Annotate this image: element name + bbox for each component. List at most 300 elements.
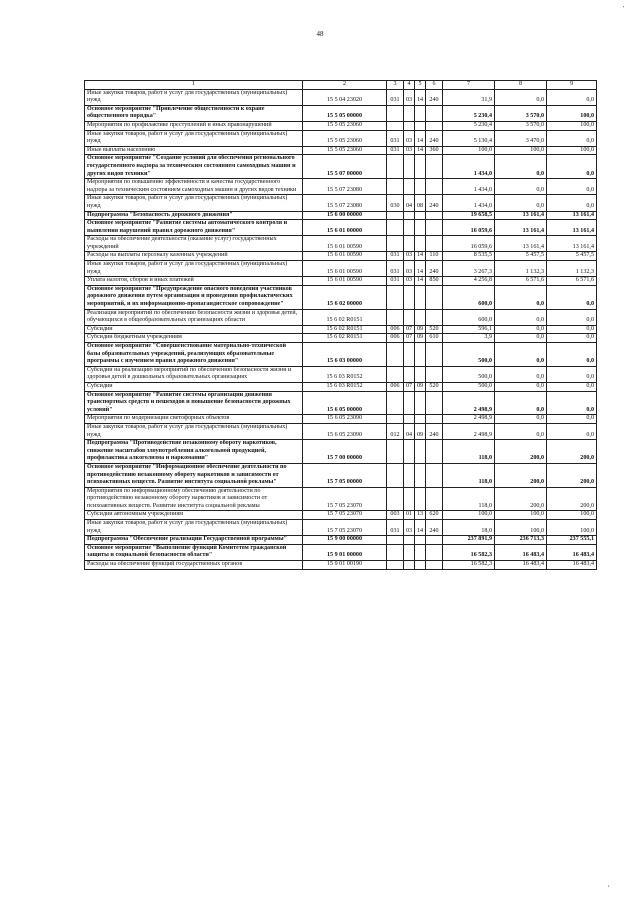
row-name-cell: Основное мероприятие "Развитие системы автоматического контроля и выявления нарушений правил дорожного движения": [85, 220, 303, 236]
program-code-cell: 15 5 04 23020: [303, 89, 387, 105]
section-cell: 03: [404, 89, 415, 105]
amount-col8-cell: 0,0: [495, 366, 547, 382]
amount-col7-cell: 118,0: [443, 440, 495, 464]
expense-type-cell: [426, 236, 443, 252]
amount-col8-cell: 6 571,6: [495, 277, 547, 286]
row-name-cell: Иные выплаты населению: [85, 146, 303, 155]
amount-col8-cell: 200,0: [495, 463, 547, 487]
table-row: [85, 277, 597, 286]
row-name-cell: Субсидии: [85, 325, 303, 334]
amount-col9-cell: 0,0: [547, 179, 597, 195]
amount-col8-cell: 13 161,4: [495, 211, 547, 220]
amount-col9-cell: 100,0: [547, 121, 597, 130]
table-row: [85, 130, 597, 146]
program-code-cell: 15 5 07 23080: [303, 195, 387, 211]
subsection-cell: 14: [415, 89, 426, 105]
subsection-cell: [415, 415, 426, 424]
amount-col8-cell: 0,0: [495, 195, 547, 211]
program-code-cell: 15 7 00 00000: [303, 440, 387, 464]
expense-type-cell: 610: [426, 334, 443, 343]
program-code-cell: 15 6 01 00590: [303, 261, 387, 277]
amount-col7-cell: 31,9: [443, 89, 495, 105]
page-number: 48: [316, 30, 324, 38]
row-name-cell: Подпрограмма "Противодействие незаконному обороту наркотиков, снижение масштабов злоупотребления алкогольной продукцией, профилактика алкоголизма и наркомании": [85, 440, 303, 464]
table-row: [85, 211, 597, 220]
subsection-cell: [415, 121, 426, 130]
amount-col9-cell: 16 483,4: [547, 544, 597, 560]
amount-col7-cell: 1 434,0: [443, 179, 495, 195]
section-cell: [404, 561, 415, 570]
row-name-cell: Расходы на выплаты персоналу казенных учреждений: [85, 252, 303, 261]
department-code-cell: 031: [387, 130, 404, 146]
budget-table: [84, 80, 597, 570]
department-code-cell: [387, 155, 404, 179]
program-code-cell: 15 6 03 R0152: [303, 366, 387, 382]
subsection-cell: 09: [415, 334, 426, 343]
column-header: 9: [547, 81, 597, 90]
amount-col7-cell: 16 059,6: [443, 236, 495, 252]
subsection-cell: [415, 343, 426, 367]
section-cell: 04: [404, 423, 415, 439]
amount-col8-cell: 16 483,4: [495, 561, 547, 570]
row-name-cell: Расходы на обеспечение функций государственных органов: [85, 561, 303, 570]
department-code-cell: [387, 487, 404, 511]
amount-col8-cell: 0,0: [495, 334, 547, 343]
amount-col9-cell: 0,0: [547, 285, 597, 309]
row-name-cell: Уплата налогов, сборов и иных платежей: [85, 277, 303, 286]
section-cell: [404, 309, 415, 325]
amount-col9-cell: 0,0: [547, 309, 597, 325]
amount-col7-cell: 600,0: [443, 309, 495, 325]
amount-col9-cell: 13 161,4: [547, 236, 597, 252]
department-code-cell: 030: [387, 195, 404, 211]
section-cell: [404, 285, 415, 309]
section-cell: [404, 536, 415, 545]
department-code-cell: [387, 440, 404, 464]
row-name-cell: Иные закупки товаров, работ и услуг для государственных (муниципальных) нужд: [85, 423, 303, 439]
program-code-cell: 15 7 05 23070: [303, 511, 387, 520]
program-code-cell: 15 6 02 R0151: [303, 309, 387, 325]
subsection-cell: [415, 440, 426, 464]
amount-col9-cell: 16 483,4: [547, 561, 597, 570]
amount-col7-cell: 5 130,4: [443, 130, 495, 146]
table-row: [85, 195, 597, 211]
expense-type-cell: 240: [426, 520, 443, 536]
table-row: [85, 146, 597, 155]
amount-col9-cell: 0,0: [547, 415, 597, 424]
column-header: 3: [387, 81, 404, 90]
subsection-cell: [415, 463, 426, 487]
department-code-cell: 031: [387, 277, 404, 286]
row-name-cell: Иные закупки товаров, работ и услуг для государственных (муниципальных) нужд: [85, 89, 303, 105]
amount-col8-cell: 0,0: [495, 309, 547, 325]
table-row: [85, 544, 597, 560]
expense-type-cell: [426, 366, 443, 382]
column-header: 1: [85, 81, 303, 90]
subsection-cell: [415, 561, 426, 570]
department-code-cell: [387, 415, 404, 424]
subsection-cell: 13: [415, 511, 426, 520]
department-code-cell: 006: [387, 325, 404, 334]
section-cell: [404, 220, 415, 236]
program-code-cell: 15 9 01 00000: [303, 544, 387, 560]
program-code-cell: 15 6 05 23090: [303, 423, 387, 439]
department-code-cell: [387, 309, 404, 325]
section-cell: [404, 155, 415, 179]
subsection-cell: [415, 544, 426, 560]
section-cell: [404, 487, 415, 511]
department-code-cell: [387, 105, 404, 121]
program-code-cell: 15 9 01 00190: [303, 561, 387, 570]
table-row: [85, 415, 597, 424]
program-code-cell: 15 6 01 00000: [303, 220, 387, 236]
amount-col9-cell: 0,0: [547, 334, 597, 343]
amount-col9-cell: 0,0: [547, 391, 597, 415]
row-name-cell: Основное мероприятие "Выполнение функций Комитетом гражданской защиты и социальной безопасности области": [85, 544, 303, 560]
subsection-cell: 09: [415, 423, 426, 439]
subsection-cell: 14: [415, 520, 426, 536]
section-cell: [404, 211, 415, 220]
amount-col7-cell: 5 230,4: [443, 121, 495, 130]
amount-col7-cell: 1 434,0: [443, 155, 495, 179]
amount-col8-cell: 13 161,4: [495, 236, 547, 252]
amount-col9-cell: 200,0: [547, 463, 597, 487]
row-name-cell: Иные закупки товаров, работ и услуг для государственных (муниципальных) нужд: [85, 130, 303, 146]
amount-col8-cell: 0,0: [495, 179, 547, 195]
amount-col8-cell: 13 161,4: [495, 220, 547, 236]
amount-col9-cell: 200,0: [547, 440, 597, 464]
section-cell: 03: [404, 277, 415, 286]
subsection-cell: 14: [415, 130, 426, 146]
department-code-cell: [387, 463, 404, 487]
table-row: [85, 536, 597, 545]
department-code-cell: [387, 366, 404, 382]
amount-col7-cell: 2 498,9: [443, 423, 495, 439]
row-name-cell: Мероприятия по модернизации светофорных объектов: [85, 415, 303, 424]
program-code-cell: 15 5 07 23080: [303, 179, 387, 195]
amount-col8-cell: 236 713,3: [495, 536, 547, 545]
subsection-cell: [415, 179, 426, 195]
subsection-cell: [415, 309, 426, 325]
row-name-cell: Субсидии: [85, 382, 303, 391]
expense-type-cell: 110: [426, 252, 443, 261]
program-code-cell: 15 5 05 23060: [303, 130, 387, 146]
amount-col8-cell: 16 483,4: [495, 544, 547, 560]
amount-col9-cell: 0,0: [547, 382, 597, 391]
department-code-cell: [387, 561, 404, 570]
amount-col7-cell: 16 582,3: [443, 561, 495, 570]
table-row: [85, 520, 597, 536]
table-row: [85, 487, 597, 511]
amount-col9-cell: 0,0: [547, 366, 597, 382]
amount-col8-cell: 0,0: [495, 415, 547, 424]
department-code-cell: 031: [387, 520, 404, 536]
expense-type-cell: [426, 536, 443, 545]
section-cell: 07: [404, 325, 415, 334]
subsection-cell: [415, 487, 426, 511]
table-row: [85, 236, 597, 252]
row-name-cell: Основное мероприятие "Информационное обеспечение деятельности по противодействию незаконному обороту наркотиков и зависимости от психоактивных веществ. Развитие института социальной рекламы": [85, 463, 303, 487]
amount-col7-cell: 100,0: [443, 511, 495, 520]
row-name-cell: Подпрограмма "Обеспечение реализации Государственной программы": [85, 536, 303, 545]
subsection-cell: 14: [415, 277, 426, 286]
table-row: [85, 391, 597, 415]
department-code-cell: 012: [387, 423, 404, 439]
program-code-cell: 15 6 01 00590: [303, 252, 387, 261]
subsection-cell: 08: [415, 195, 426, 211]
department-code-cell: [387, 179, 404, 195]
program-code-cell: 15 5 05 23060: [303, 121, 387, 130]
amount-col7-cell: 8 535,5: [443, 252, 495, 261]
amount-col7-cell: 118,0: [443, 487, 495, 511]
amount-col8-cell: 0,0: [495, 391, 547, 415]
amount-col8-cell: 0,0: [495, 285, 547, 309]
amount-col9-cell: 100,0: [547, 146, 597, 155]
table-row: [85, 252, 597, 261]
amount-col8-cell: 0,0: [495, 343, 547, 367]
expense-type-cell: [426, 487, 443, 511]
subsection-cell: 14: [415, 261, 426, 277]
section-cell: [404, 440, 415, 464]
amount-col8-cell: 0,0: [495, 382, 547, 391]
program-code-cell: 15 5 05 00000: [303, 105, 387, 121]
expense-type-cell: [426, 463, 443, 487]
row-name-cell: Подпрограмма "Безопасность дорожного движения": [85, 211, 303, 220]
expense-type-cell: [426, 220, 443, 236]
table-row: [85, 325, 597, 334]
table-row: [85, 261, 597, 277]
table-header-row: [85, 81, 597, 90]
section-cell: [404, 544, 415, 560]
expense-type-cell: [426, 211, 443, 220]
department-code-cell: 006: [387, 334, 404, 343]
amount-col8-cell: 100,0: [495, 511, 547, 520]
table-row: [85, 511, 597, 520]
program-code-cell: 15 6 02 00000: [303, 285, 387, 309]
section-cell: 03: [404, 261, 415, 277]
department-code-cell: [387, 220, 404, 236]
subsection-cell: [415, 391, 426, 415]
subsection-cell: [415, 366, 426, 382]
expense-type-cell: [426, 121, 443, 130]
amount-col8-cell: 0,0: [495, 89, 547, 105]
amount-col9-cell: 0,0: [547, 130, 597, 146]
program-code-cell: 15 6 01 00590: [303, 236, 387, 252]
amount-col7-cell: 600,0: [443, 285, 495, 309]
table-row: [85, 285, 597, 309]
amount-col7-cell: 500,0: [443, 382, 495, 391]
program-code-cell: 15 9 00 00000: [303, 536, 387, 545]
amount-col9-cell: 13 161,4: [547, 211, 597, 220]
department-code-cell: 031: [387, 252, 404, 261]
amount-col7-cell: 596,1: [443, 325, 495, 334]
table-row: [85, 343, 597, 367]
section-cell: [404, 121, 415, 130]
expense-type-cell: [426, 440, 443, 464]
amount-col8-cell: 200,0: [495, 487, 547, 511]
table-row: [85, 366, 597, 382]
subsection-cell: [415, 285, 426, 309]
expense-type-cell: [426, 544, 443, 560]
amount-col7-cell: 3 267,3: [443, 261, 495, 277]
row-name-cell: Иные закупки товаров, работ и услуг для государственных (муниципальных) нужд: [85, 195, 303, 211]
program-code-cell: 15 6 05 23090: [303, 415, 387, 424]
department-code-cell: 031: [387, 261, 404, 277]
column-header: 6: [426, 81, 443, 90]
amount-col9-cell: 0,0: [547, 325, 597, 334]
amount-col8-cell: 200,0: [495, 440, 547, 464]
amount-col9-cell: 13 161,4: [547, 220, 597, 236]
department-code-cell: [387, 391, 404, 415]
table-row: [85, 423, 597, 439]
subsection-cell: 14: [415, 146, 426, 155]
program-code-cell: 15 6 03 00000: [303, 343, 387, 367]
expense-type-cell: 520: [426, 382, 443, 391]
amount-col9-cell: 100,0: [547, 511, 597, 520]
amount-col9-cell: 1 132,3: [547, 261, 597, 277]
table-row: [85, 121, 597, 130]
subsection-cell: 09: [415, 382, 426, 391]
row-name-cell: Основное мероприятие "Создание условий для обеспечения регионального государственного надзора за техническим состоянием самоходных машин и других видов техники": [85, 155, 303, 179]
expense-type-cell: 620: [426, 511, 443, 520]
row-name-cell: Мероприятия по профилактике преступлений и иных правонарушений: [85, 121, 303, 130]
row-name-cell: Иные закупки товаров, работ и услуг для государственных (муниципальных) нужд: [85, 261, 303, 277]
amount-col9-cell: 0,0: [547, 343, 597, 367]
amount-col8-cell: 3 570,0: [495, 121, 547, 130]
table-row: [85, 334, 597, 343]
section-cell: 03: [404, 520, 415, 536]
department-code-cell: [387, 211, 404, 220]
amount-col7-cell: 4 256,8: [443, 277, 495, 286]
amount-col9-cell: 0,0: [547, 89, 597, 105]
row-name-cell: Субсидии бюджетным учреждениям: [85, 334, 303, 343]
subsection-cell: [415, 220, 426, 236]
expense-type-cell: 240: [426, 423, 443, 439]
department-code-cell: 031: [387, 89, 404, 105]
amount-col8-cell: 100,0: [495, 520, 547, 536]
table-row: [85, 309, 597, 325]
program-code-cell: 15 7 05 23070: [303, 520, 387, 536]
amount-col9-cell: 0,0: [547, 195, 597, 211]
amount-col7-cell: 500,0: [443, 343, 495, 367]
subsection-cell: 14: [415, 252, 426, 261]
table-row: [85, 382, 597, 391]
amount-col8-cell: 0,0: [495, 155, 547, 179]
section-cell: 03: [404, 252, 415, 261]
row-name-cell: Субсидии на реализацию мероприятий по обеспечению безопасности жизни и здоровья детей в дошкольных образовательных организациях: [85, 366, 303, 382]
table-row: [85, 561, 597, 570]
expense-type-cell: 850: [426, 277, 443, 286]
row-name-cell: Мероприятия по повышению эффективности и качества государственного надзора за техническим состоянием самоходных машин и других видов техники: [85, 179, 303, 195]
section-cell: [404, 179, 415, 195]
section-cell: 03: [404, 146, 415, 155]
expense-type-cell: [426, 155, 443, 179]
amount-col9-cell: 100,0: [547, 520, 597, 536]
amount-col8-cell: 3 570,0: [495, 105, 547, 121]
expense-type-cell: 240: [426, 89, 443, 105]
program-code-cell: 15 6 03 R0152: [303, 382, 387, 391]
row-name-cell: Основное мероприятие "Совершенствование материально-технической базы образовательных учреждений, реализующих образовательные программы с изучением правил дорожного движения": [85, 343, 303, 367]
expense-type-cell: [426, 285, 443, 309]
table-row: [85, 220, 597, 236]
amount-col9-cell: 200,0: [547, 487, 597, 511]
program-code-cell: 15 6 02 R0151: [303, 325, 387, 334]
section-cell: [404, 366, 415, 382]
department-code-cell: 006: [387, 382, 404, 391]
column-header: 7: [443, 81, 495, 90]
section-cell: [404, 415, 415, 424]
row-name-cell: Основное мероприятие "Развитие системы организации движения транспортных средств и пешеходов и повышение безопасности дорожных условий": [85, 391, 303, 415]
table-row: [85, 179, 597, 195]
amount-col9-cell: 100,0: [547, 105, 597, 121]
amount-col7-cell: 2 498,9: [443, 391, 495, 415]
amount-col7-cell: 16 059,6: [443, 220, 495, 236]
column-header: 5: [415, 81, 426, 90]
expense-type-cell: [426, 391, 443, 415]
program-code-cell: 15 6 05 00000: [303, 391, 387, 415]
expense-type-cell: 520: [426, 325, 443, 334]
subsection-cell: [415, 536, 426, 545]
expense-type-cell: 240: [426, 195, 443, 211]
amount-col7-cell: 18,0: [443, 520, 495, 536]
department-code-cell: [387, 536, 404, 545]
amount-col9-cell: 5 457,5: [547, 252, 597, 261]
expense-type-cell: [426, 105, 443, 121]
program-code-cell: 15 6 02 R0151: [303, 334, 387, 343]
amount-col8-cell: 3 470,0: [495, 130, 547, 146]
section-cell: 01: [404, 511, 415, 520]
department-code-cell: [387, 121, 404, 130]
program-code-cell: 15 7 05 23070: [303, 487, 387, 511]
section-cell: 07: [404, 382, 415, 391]
program-code-cell: 15 5 07 00000: [303, 155, 387, 179]
section-cell: [404, 463, 415, 487]
table-row: [85, 89, 597, 105]
expense-type-cell: [426, 309, 443, 325]
department-code-cell: [387, 343, 404, 367]
amount-col7-cell: 118,0: [443, 463, 495, 487]
amount-col7-cell: 19 658,5: [443, 211, 495, 220]
expense-type-cell: [426, 343, 443, 367]
department-code-cell: 031: [387, 146, 404, 155]
scan-mark-bottom: ,: [608, 882, 610, 888]
amount-col7-cell: 1 434,0: [443, 195, 495, 211]
amount-col8-cell: 100,0: [495, 146, 547, 155]
table-row: [85, 155, 597, 179]
section-cell: 07: [404, 334, 415, 343]
row-name-cell: Мероприятия по информационному обеспечению деятельности по противодействию незаконному обороту наркотиков и зависимости от психоактивных веществ. Развитие института социальной рекламы: [85, 487, 303, 511]
row-name-cell: Расходы на обеспечение деятельности (оказание услуг) государственных учреждений: [85, 236, 303, 252]
section-cell: [404, 391, 415, 415]
amount-col7-cell: 5 230,4: [443, 105, 495, 121]
subsection-cell: [415, 155, 426, 179]
expense-type-cell: [426, 179, 443, 195]
amount-col7-cell: 237 891,9: [443, 536, 495, 545]
section-cell: [404, 236, 415, 252]
amount-col9-cell: 0,0: [547, 423, 597, 439]
amount-col8-cell: 5 457,5: [495, 252, 547, 261]
column-header: 8: [495, 81, 547, 90]
expense-type-cell: 240: [426, 130, 443, 146]
expense-type-cell: 360: [426, 146, 443, 155]
subsection-cell: [415, 105, 426, 121]
department-code-cell: [387, 236, 404, 252]
expense-type-cell: 240: [426, 261, 443, 277]
table-row: [85, 463, 597, 487]
column-header: 4: [404, 81, 415, 90]
expense-type-cell: [426, 561, 443, 570]
program-code-cell: 15 6 00 00000: [303, 211, 387, 220]
